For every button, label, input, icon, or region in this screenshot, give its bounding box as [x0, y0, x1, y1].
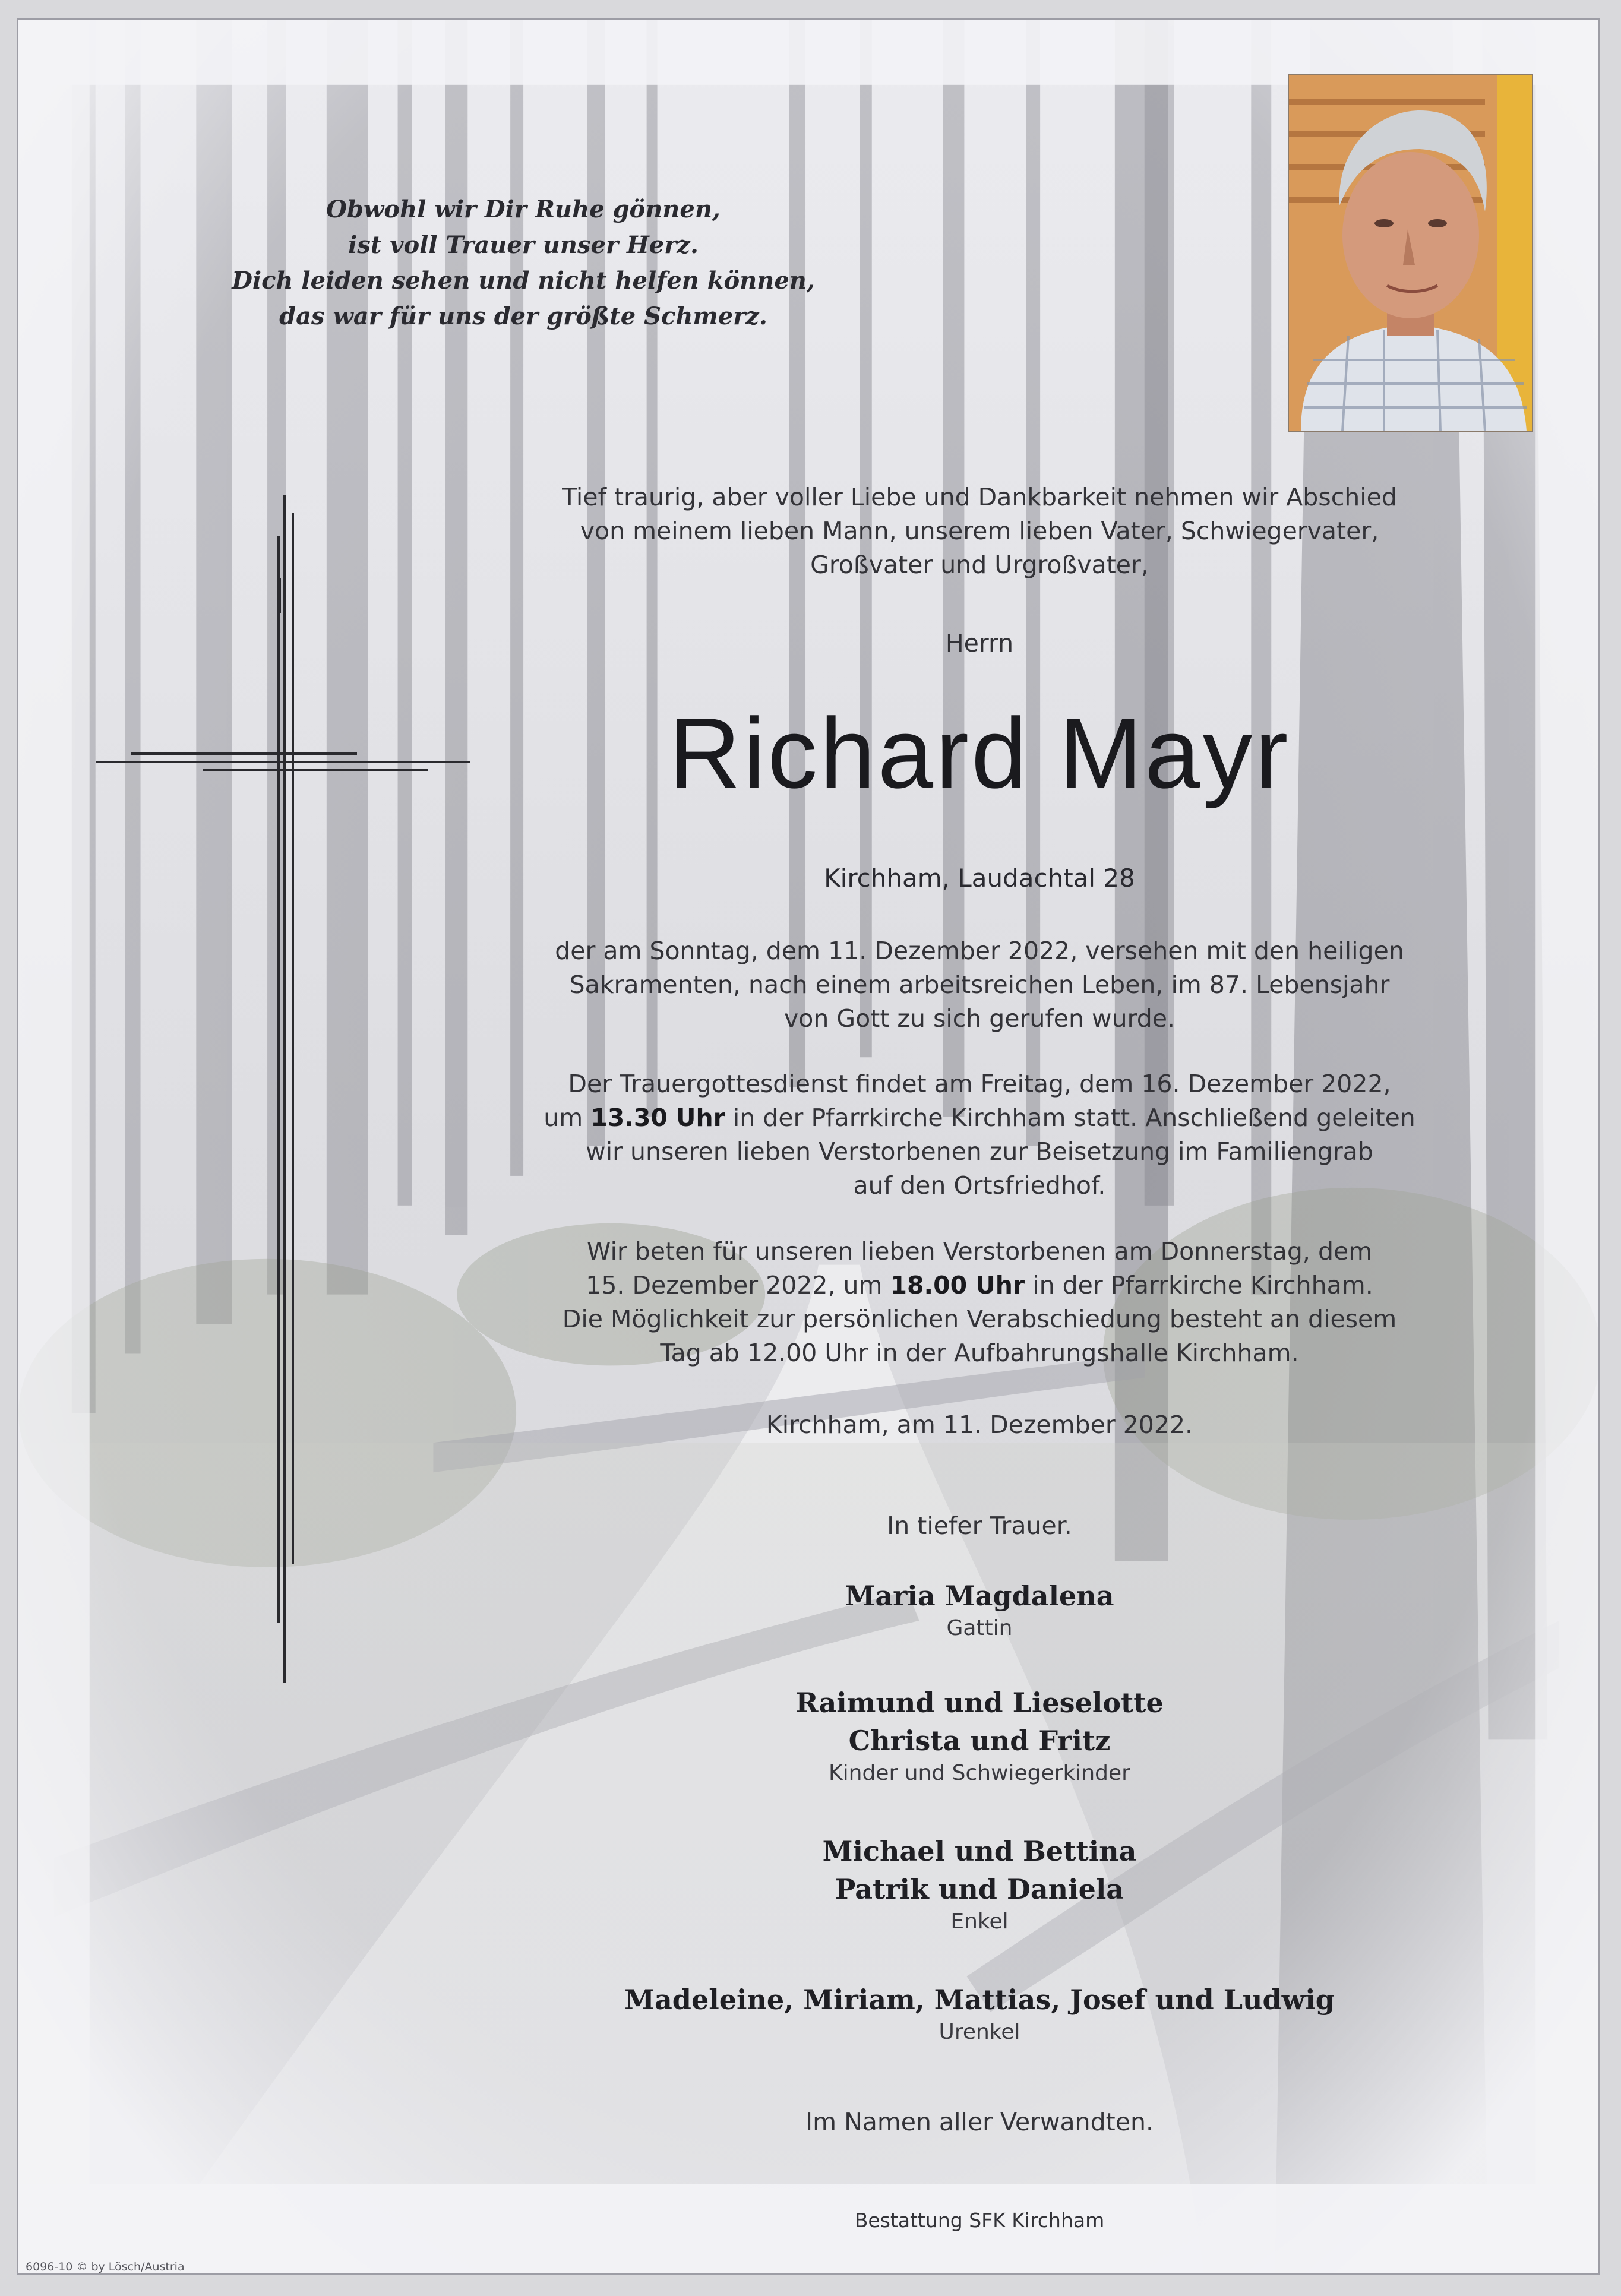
- family-name: Maria Magdalena: [845, 1580, 1114, 1612]
- poem-line: Dich leiden sehen und nicht helfen können,: [232, 267, 815, 295]
- prayer-paragraph: [488, 1235, 1471, 1370]
- text-run: in der Pfarrkirche Kirchham.: [1025, 1271, 1373, 1299]
- place-date: Kirchham, am 11. Dezember 2022.: [766, 1411, 1193, 1439]
- family-group-great-grandchildren: [488, 1981, 1471, 2046]
- paragraph-line: [488, 1101, 1471, 1135]
- text-run: in der Pfarrkirche Kirchham statt. Anschließend geleiten: [725, 1103, 1415, 1132]
- paragraph-line: auf den Ortsfriedhof.: [853, 1171, 1106, 1200]
- cross-icon: [96, 495, 488, 1742]
- paragraph-line: Tag ab 12.00 Uhr in der Aufbahrungshalle Kirchham.: [660, 1339, 1299, 1367]
- deceased-name: Richard Mayr: [668, 697, 1291, 809]
- intro-line: von meinem lieben Mann, unserem lieben Vater, Schwiegervater,: [580, 517, 1379, 545]
- obituary-sheet: [17, 18, 1600, 2275]
- poem-line: das war für uns der größte Schmerz.: [279, 302, 767, 330]
- poem-line: ist voll Trauer unser Herz.: [348, 231, 699, 259]
- paragraph-line: Die Möglichkeit zur persönlichen Verabschiedung besteht an diesem: [562, 1305, 1397, 1333]
- paragraph-line: Der Trauergottesdienst findet am Freitag, dem 16. Dezember 2022,: [568, 1070, 1391, 1098]
- closing-line: Im Namen aller Verwandten.: [805, 2108, 1154, 2136]
- family-group-spouse: [488, 1577, 1471, 1642]
- paragraph-line: Wir beten für unseren lieben Verstorbenen am Donnerstag, dem: [586, 1237, 1373, 1266]
- funeral-service-paragraph: [488, 1067, 1471, 1203]
- family-role: Kinder und Schwiegerkinder: [829, 1761, 1130, 1785]
- death-paragraph: [488, 934, 1471, 1036]
- family-name: Madeleine, Miriam, Mattias, Josef und Ludwig: [624, 1984, 1335, 2016]
- intro-line: Tief traurig, aber voller Liebe und Dankbarkeit nehmen wir Abschied: [562, 483, 1397, 511]
- family-role: Urenkel: [939, 2020, 1020, 2044]
- family-name: Raimund und Lieselotte: [795, 1687, 1164, 1719]
- intro-text: [488, 480, 1471, 582]
- funeral-home: Bestattung SFK Kirchham: [854, 2209, 1105, 2232]
- paragraph-line: der am Sonntag, dem 11. Dezember 2022, versehen mit den heiligen: [555, 937, 1404, 965]
- family-role: Enkel: [950, 1909, 1009, 1934]
- print-footnote: 6096-10 © by Lösch/Austria: [26, 2260, 185, 2273]
- prayer-time: 18.00 Uhr: [890, 1271, 1025, 1299]
- family-name: Christa und Fritz: [848, 1725, 1111, 1757]
- service-time: 13.30 Uhr: [590, 1103, 725, 1132]
- portrait-photo: [1288, 74, 1533, 432]
- family-role: Gattin: [946, 1616, 1013, 1640]
- paragraph-line: wir unseren lieben Verstorbenen zur Beisetzung im Familiengrab: [586, 1137, 1373, 1166]
- intro-line: Großvater und Urgroßvater,: [810, 551, 1149, 579]
- family-name: Michael und Bettina: [822, 1835, 1137, 1867]
- poem-line: Obwohl wir Dir Ruhe gönnen,: [326, 195, 721, 223]
- paragraph-line: Sakramenten, nach einem arbeitsreichen Leben, im 87. Lebensjahr: [569, 970, 1390, 999]
- text-run: um: [544, 1103, 591, 1132]
- paragraph-line: [488, 1269, 1471, 1302]
- paragraph-line: von Gott zu sich gerufen wurde.: [784, 1004, 1175, 1033]
- family-group-grandchildren: [488, 1832, 1471, 1936]
- family-name: Patrik und Daniela: [835, 1873, 1124, 1905]
- family-group-children: [488, 1684, 1471, 1787]
- poem: [214, 192, 832, 334]
- text-run: 15. Dezember 2022, um: [586, 1271, 890, 1299]
- mourning-line: In tiefer Trauer.: [887, 1511, 1072, 1540]
- deceased-address: Kirchham, Laudachtal 28: [824, 864, 1135, 893]
- salutation: Herrn: [945, 629, 1014, 657]
